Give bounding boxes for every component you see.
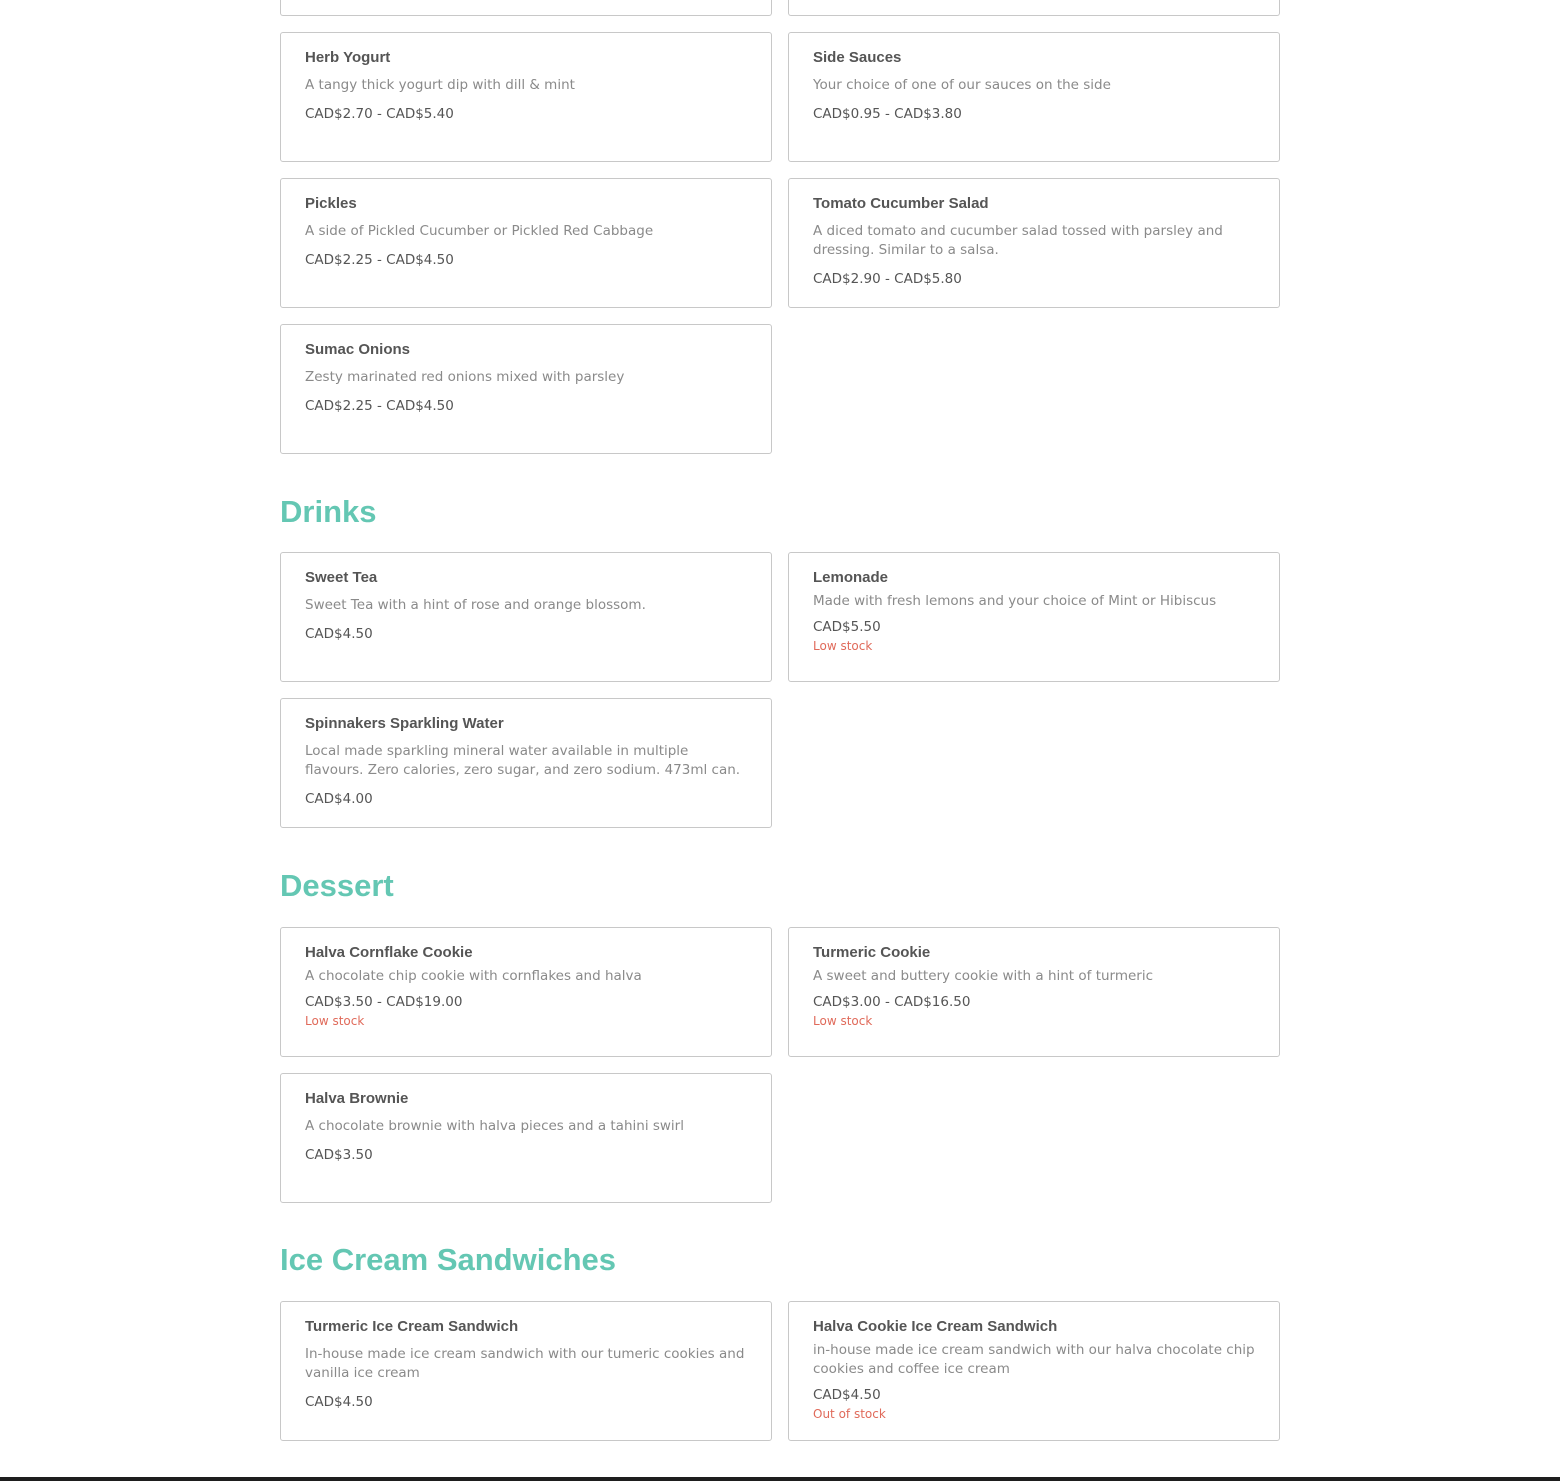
item-description: Your choice of one of our sauces on the side [813,77,1111,93]
partial-row-top [280,0,1280,16]
menu-item-card[interactable] [280,927,772,1057]
item-name: Sweet Tea [305,569,378,586]
item-price: CAD$3.50 [305,1147,373,1163]
item-name: Halva Cookie Ice Cream Sandwich [813,1318,1058,1335]
item-name: Side Sauces [813,49,902,66]
item-name: Halva Cornflake Cookie [305,944,473,961]
menu-item-card[interactable] [280,552,772,682]
item-name: Herb Yogurt [305,49,391,66]
item-price: CAD$2.25 - CAD$4.50 [305,398,454,414]
menu-item-card[interactable] [280,1301,772,1441]
item-description: in-house made ice cream sandwich with our halva chocolate chip cookies and coffee ice cream [813,1342,1255,1377]
item-description: A chocolate chip cookie with cornflakes and halva [305,968,642,984]
item-description: Made with fresh lemons and your choice of Mint or Hibiscus [813,593,1217,609]
menu-item-card[interactable] [788,32,1280,162]
section-ice-cream-sandwiches [280,1240,1280,1441]
item-price: CAD$2.25 - CAD$4.50 [305,252,454,268]
menu-item-card[interactable] [788,552,1280,682]
item-description: Zesty marinated red onions mixed with parsley [305,369,625,385]
menu-item-card[interactable] [280,178,772,308]
item-price: CAD$4.50 [305,1394,373,1410]
menu-item-card[interactable] [280,324,772,454]
item-description: A side of Pickled Cucumber or Pickled Red Cabbage [305,223,654,239]
item-price: CAD$3.00 - CAD$16.50 [813,994,971,1010]
item-description: A sweet and buttery cookie with a hint of turmeric [813,968,1154,984]
item-price: CAD$5.50 [813,619,881,635]
item-price: CAD$2.70 - CAD$5.40 [305,106,454,122]
stock-badge: Out of stock [813,1407,886,1421]
item-name: Pickles [305,195,357,212]
section-title: Ice Cream Sandwiches [280,1242,616,1277]
menu-item-card[interactable] [788,927,1280,1057]
stock-badge: Low stock [813,1014,873,1028]
section-title: Drinks [280,494,377,529]
section-sides [280,32,1280,454]
menu-item-card[interactable] [280,698,772,828]
section-title: Dessert [280,868,394,903]
item-name: Turmeric Ice Cream Sandwich [305,1318,519,1335]
menu-item-card[interactable] [788,1301,1280,1441]
item-description: A chocolate brownie with halva pieces and a tahini swirl [305,1118,684,1134]
item-price: CAD$0.95 - CAD$3.80 [813,106,962,122]
item-price: CAD$3.50 - CAD$19.00 [305,994,463,1010]
item-description: Local made sparkling mineral water available in multiple flavours. Zero calories, zero sugar, and zero sodium. 473ml can. [305,743,741,778]
item-name: Turmeric Cookie [813,944,931,961]
item-description: Sweet Tea with a hint of rose and orange blossom. [305,597,646,613]
stock-badge: Low stock [305,1014,365,1028]
item-name: Spinnakers Sparkling Water [305,715,504,732]
section-dessert [280,866,1280,1203]
item-price: CAD$2.90 - CAD$5.80 [813,271,962,287]
item-name: Sumac Onions [305,341,411,358]
item-description: A tangy thick yogurt dip with dill & mint [305,77,575,93]
item-name: Tomato Cucumber Salad [813,195,989,212]
stock-badge: Low stock [813,639,873,653]
item-price: CAD$4.00 [305,791,373,807]
item-name: Halva Brownie [305,1090,409,1107]
item-price: CAD$4.50 [813,1387,881,1403]
menu-item-card[interactable] [280,32,772,162]
item-price: CAD$4.50 [305,626,373,642]
menu-item-card[interactable] [280,1073,772,1203]
item-name: Lemonade [813,569,889,586]
item-description: In-house made ice cream sandwich with our tumeric cookies and vanilla ice cream [305,1346,745,1381]
item-description: A diced tomato and cucumber salad tossed with parsley and dressing. Similar to a salsa. [813,223,1223,258]
menu-item-card-partial[interactable] [788,0,1280,16]
footer-edge [0,1477,1560,1481]
section-drinks [280,492,1280,828]
menu-item-card[interactable] [788,178,1280,308]
menu-item-card-partial[interactable] [280,0,772,16]
